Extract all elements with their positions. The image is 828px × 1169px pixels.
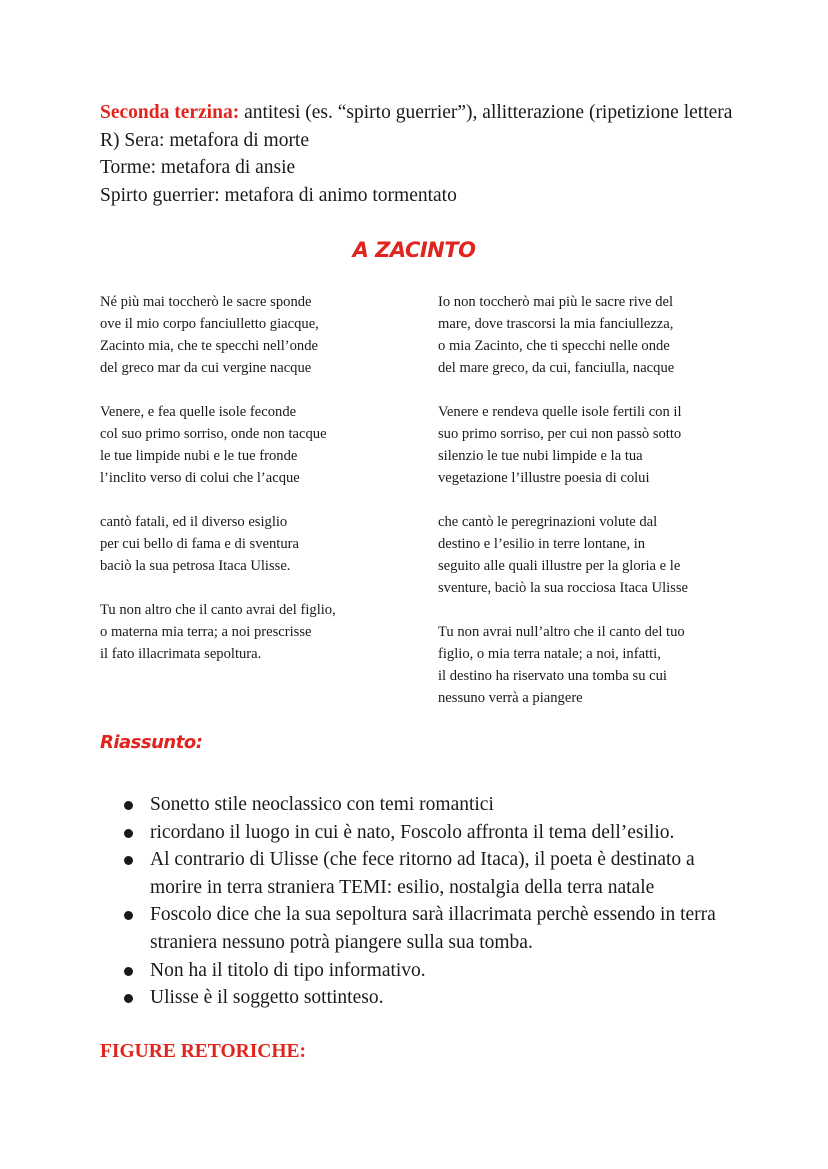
verse-line: baciò la sua petrosa Itaca Ulisse. bbox=[100, 558, 291, 574]
paraphrase-line: silenzio le tue nubi limpide e la tua bbox=[438, 448, 643, 464]
original-stanza bbox=[100, 599, 400, 665]
verse-line: col suo primo sorriso, onde non tacque bbox=[100, 426, 327, 442]
original-stanza bbox=[100, 511, 400, 577]
paraphrase-line: sventure, baciò la sua rocciosa Itaca Ulisse bbox=[438, 580, 689, 596]
verse-line: ove il mio corpo fanciulletto giacque, bbox=[100, 316, 319, 332]
verse-line: il fato illacrimata sepoltura. bbox=[100, 646, 262, 662]
verse-line: Tu non altro che il canto avrai del figlio, bbox=[100, 602, 336, 618]
list-item: Al contrario di Ulisse (che fece ritorno ad Itaca), il poeta è destinato a morire in terra straniera TEMI: esilio, nostalgia della terra natale bbox=[150, 846, 750, 901]
paraphrase-stanza bbox=[438, 511, 738, 599]
original-stanza bbox=[100, 401, 400, 489]
intro-line-1-text: antitesi (es. “spirto guerrier”), allitterazione (ripetizione lettera R) Sera: metafora di morte bbox=[100, 102, 733, 151]
original-stanza bbox=[100, 291, 400, 379]
list-item: Ulisse è il soggetto sottinteso. bbox=[150, 984, 750, 1012]
paraphrase-line: o mia Zacinto, che ti specchi nelle onde bbox=[438, 338, 670, 354]
poem-paraphrase-column bbox=[438, 291, 738, 731]
paraphrase-line: Tu non avrai null’altro che il canto del tuo bbox=[438, 624, 685, 640]
intro-line-2: Torme: metafora di ansie bbox=[100, 157, 296, 178]
paraphrase-line: vegetazione l’illustre poesia di colui bbox=[438, 470, 650, 486]
list-item: Non ha il titolo di tipo informativo. bbox=[150, 957, 750, 985]
summary-heading: Riassunto: bbox=[100, 732, 203, 753]
intro-line-1 bbox=[100, 99, 740, 154]
intro-line-3: Spirto guerrier: metafora di animo tormentato bbox=[100, 184, 457, 206]
paraphrase-line: mare, dove trascorsi la mia fanciullezza, bbox=[438, 316, 674, 332]
paraphrase-stanza bbox=[438, 401, 738, 489]
poem-title: A ZACINTO bbox=[352, 238, 476, 262]
verse-line: Né più mai toccherò le sacre sponde bbox=[100, 294, 312, 310]
verse-line: l’inclito verso di colui che l’acque bbox=[100, 470, 300, 486]
verse-line: per cui bello di fama e di sventura bbox=[100, 536, 299, 552]
summary-list bbox=[150, 791, 750, 1012]
paraphrase-line: destino e l’esilio in terre lontane, in bbox=[438, 536, 646, 552]
paraphrase-line: del mare greco, da cui, fanciulla, nacque bbox=[438, 360, 675, 376]
paraphrase-line: nessuno verrà a piangere bbox=[438, 690, 583, 706]
intro-label: Seconda terzina: bbox=[100, 102, 240, 123]
paraphrase-line: suo primo sorriso, per cui non passò sotto bbox=[438, 426, 682, 442]
paraphrase-line: Io non toccherò mai più le sacre rive del bbox=[438, 294, 674, 310]
paraphrase-line: figlio, o mia terra natale; a noi, infatti, bbox=[438, 646, 661, 662]
verse-line: Zacinto mia, che te specchi nell’onde bbox=[100, 338, 319, 354]
poem-original-column bbox=[100, 291, 400, 687]
verse-line: o materna mia terra; a noi prescrisse bbox=[100, 624, 312, 640]
intro-notes bbox=[100, 99, 740, 209]
list-item: Foscolo dice che la sua sepoltura sarà illacrimata perchè essendo in terra straniera nessuno potrà piangere sulla sua tomba. bbox=[150, 901, 750, 956]
paraphrase-line: seguito alle quali illustre per la gloria e le bbox=[438, 558, 681, 574]
list-item: ricordano il luogo in cui è nato, Foscolo affronta il tema dell’esilio. bbox=[150, 819, 750, 847]
paraphrase-line: il destino ha riservato una tomba su cui bbox=[438, 668, 667, 684]
verse-line: Venere, e fea quelle isole feconde bbox=[100, 404, 297, 420]
list-item: Sonetto stile neoclassico con temi romantici bbox=[150, 791, 750, 819]
figures-heading: FIGURE RETORICHE: bbox=[100, 1041, 307, 1062]
paraphrase-stanza bbox=[438, 621, 738, 709]
paraphrase-line: che cantò le peregrinazioni volute dal bbox=[438, 514, 658, 530]
verse-line: le tue limpide nubi e le tue fronde bbox=[100, 448, 298, 464]
paraphrase-stanza bbox=[438, 291, 738, 379]
verse-line: del greco mar da cui vergine nacque bbox=[100, 360, 312, 376]
paraphrase-line: Venere e rendeva quelle isole fertili con il bbox=[438, 404, 682, 420]
verse-line: cantò fatali, ed il diverso esiglio bbox=[100, 514, 288, 530]
